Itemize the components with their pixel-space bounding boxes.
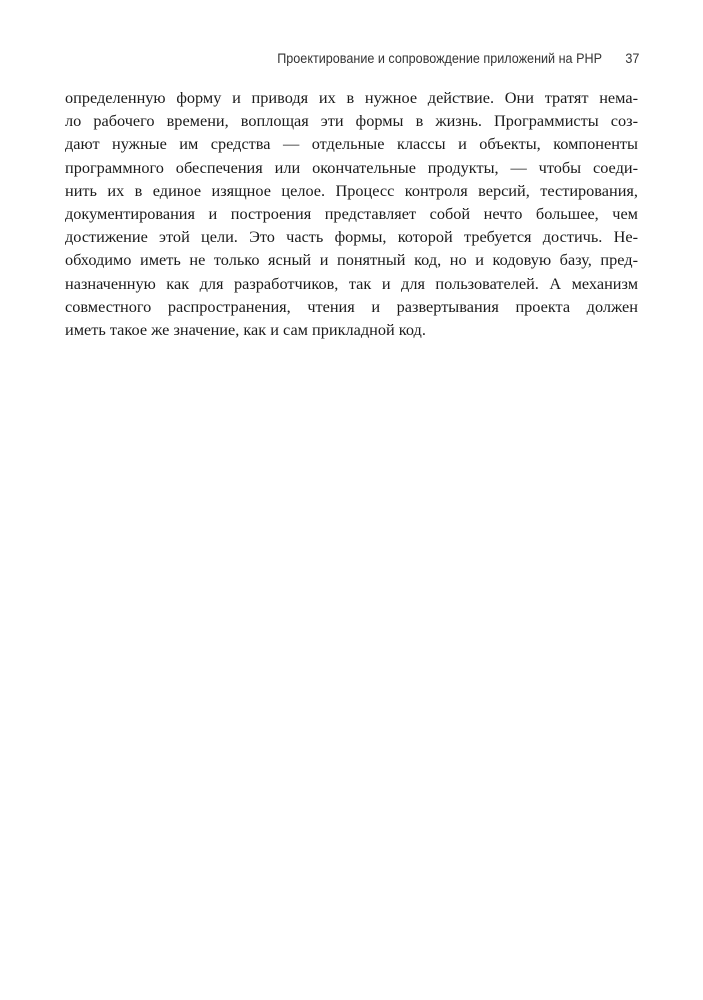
text-line: документирования и построения представляет собой нечто большее, чем [65,204,638,224]
text-line: обходимо иметь не только ясный и понятный код, но и кодовую базу, пред- [65,250,638,270]
text-line: дают нужные им средства — отдельные классы и объекты, компоненты [65,134,638,154]
text-line: иметь такое же значение, как и сам прикладной код. [65,320,426,340]
running-title: Проектирование и сопровождение приложений на PHP [276,50,602,66]
page-number: 37 [624,50,639,66]
running-header [277,50,639,66]
text-line: совместного распространения, чтения и развертывания проекта должен [65,296,638,316]
text-line: нить их в единое изящное целое. Процесс контроля версий, тестирования, [65,180,638,200]
text-line: назначенную как для разработчиков, так и для пользователей. А механизм [65,273,638,293]
text-line: ло рабочего времени, воплощая эти формы в жизнь. Программисты соз- [65,111,638,131]
text-line: достижение этой цели. Это часть формы, которой требуется достичь. Не- [65,227,638,247]
text-line: определенную форму и приводя их в нужное действие. Они тратят нема- [65,88,638,107]
body-paragraph [65,86,638,341]
text-line: программного обеспечения или окончательные продукты, — чтобы соеди- [65,157,638,177]
